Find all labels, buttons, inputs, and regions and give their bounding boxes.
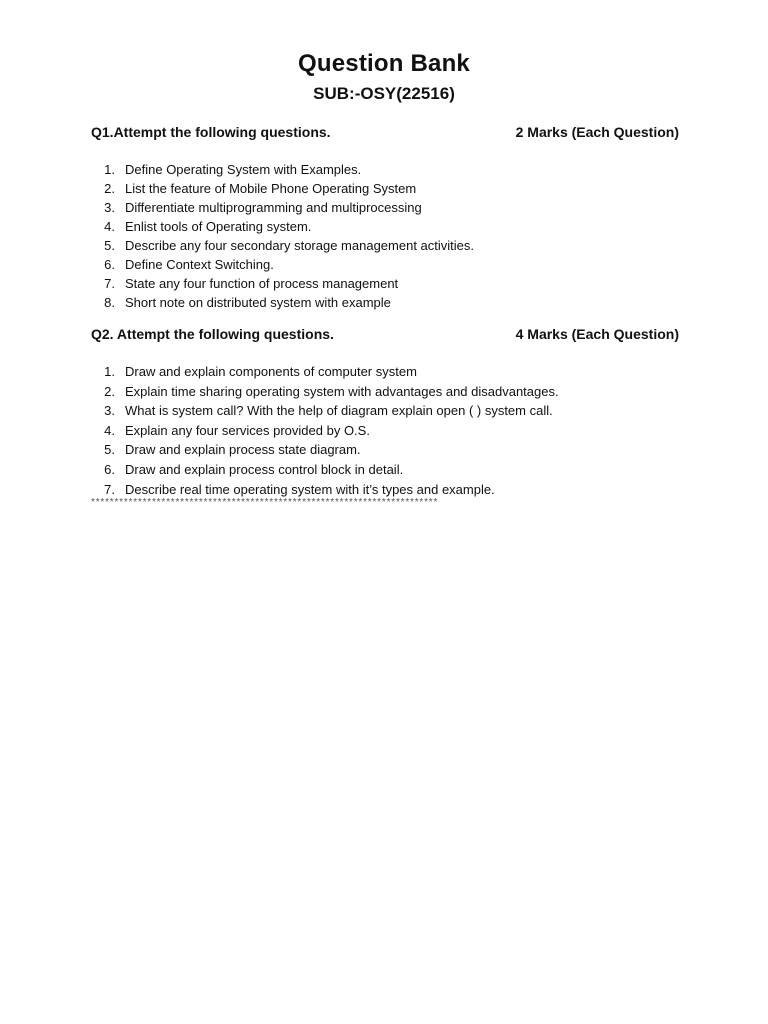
question-number: 3.: [104, 403, 115, 419]
question-text: State any four function of process management: [125, 276, 399, 291]
question-text: What is system call? With the help of diagram explain open ( ) system call.: [125, 403, 553, 419]
question-number: 5.: [104, 238, 115, 253]
question-number: 7.: [104, 481, 115, 497]
section-q1-label: Q1.Attempt the following questions.: [91, 124, 331, 140]
question-item: [91, 460, 559, 480]
question-text: Describe real time operating system with it’s types and example.: [125, 481, 495, 497]
document-title: Question Bank: [298, 50, 470, 77]
question-number: 6.: [104, 461, 115, 477]
question-number: 8.: [104, 295, 115, 310]
section-q2-marks: 4 Marks (Each Question): [515, 326, 679, 342]
question-item: [91, 179, 474, 198]
question-number: 6.: [104, 257, 115, 272]
question-number: 4.: [104, 219, 115, 234]
question-text: Define Context Switching.: [125, 257, 274, 272]
question-text: Draw and explain process control block in detail.: [125, 461, 404, 477]
question-text: Short note on distributed system with example: [125, 295, 391, 310]
question-item: [91, 293, 474, 312]
document-subject: SUB:-OSY(22516): [313, 84, 455, 103]
question-text: Explain any four services provided by O.S.: [125, 422, 370, 438]
question-item: [91, 217, 474, 236]
question-item: [91, 274, 474, 293]
question-item: [91, 382, 559, 402]
question-text: Differentiate multiprogramming and multiprocessing: [125, 200, 422, 215]
question-number: 3.: [104, 200, 115, 215]
question-text: Enlist tools of Operating system.: [125, 219, 312, 234]
question-item: [91, 198, 474, 217]
section-q2-question-list: [91, 362, 559, 499]
question-number: 1.: [104, 364, 115, 379]
question-text: Define Operating System with Examples.: [125, 162, 362, 177]
section-q1-question-list: [91, 160, 474, 312]
question-item: [91, 236, 474, 255]
question-number: 4.: [104, 422, 115, 438]
question-number: 7.: [104, 276, 115, 291]
question-text: Draw and explain process state diagram.: [125, 442, 361, 458]
question-text: List the feature of Mobile Phone Operating System: [125, 181, 417, 196]
question-text: Draw and explain components of computer system: [125, 364, 417, 379]
question-item: [91, 440, 559, 460]
question-item: [91, 160, 474, 179]
asterisk-divider: **************************************************************************: [91, 497, 439, 508]
question-number: 2.: [104, 383, 115, 399]
question-number: 1.: [104, 162, 115, 177]
question-item: [91, 362, 559, 382]
question-number: 5.: [104, 442, 115, 458]
question-text: Explain time sharing operating system with advantages and disadvantages.: [125, 383, 559, 399]
question-number: 2.: [104, 181, 115, 196]
section-q1-marks: 2 Marks (Each Question): [515, 124, 679, 140]
question-item: [91, 255, 474, 274]
question-item: [91, 421, 559, 441]
question-item: [91, 401, 559, 421]
section-q2-label: Q2. Attempt the following questions.: [91, 326, 334, 342]
question-text: Describe any four secondary storage management activities.: [125, 238, 475, 253]
